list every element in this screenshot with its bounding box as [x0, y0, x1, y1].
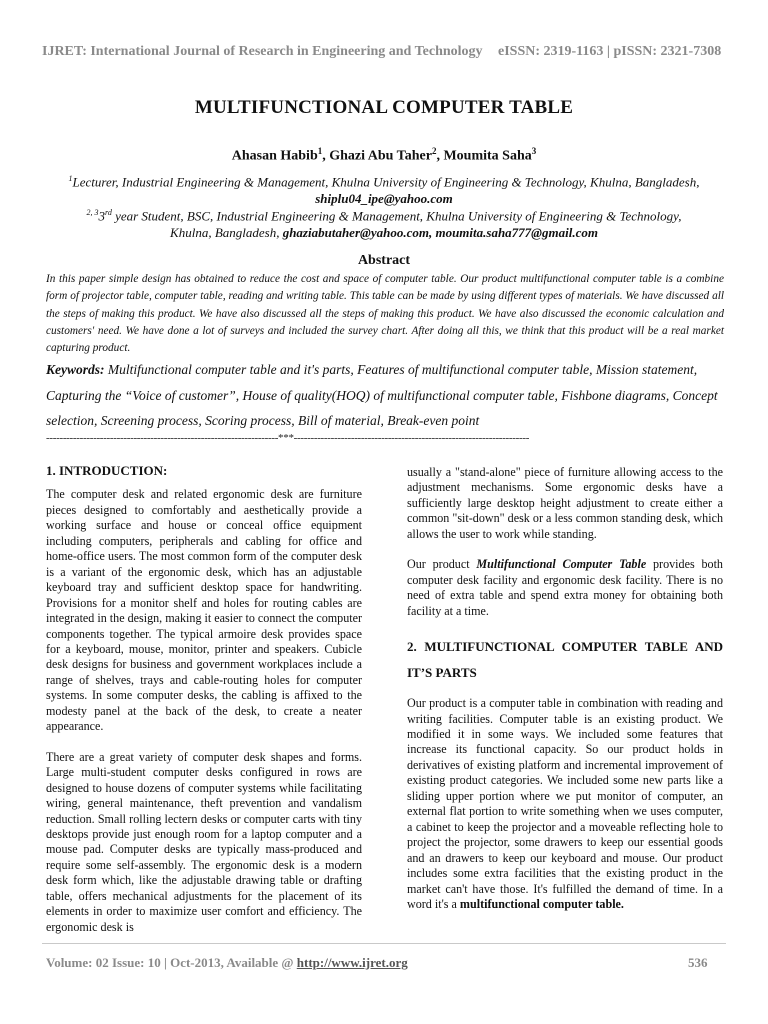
author-3: Moumita Saha [443, 148, 532, 164]
author-3-sup: 3 [531, 146, 537, 156]
author-2: Ghazi Abu Taher [329, 148, 432, 164]
author-2-sup: 2 [431, 146, 437, 156]
journal-name: IJRET: International Journal of Research in Engineering and Technology [42, 44, 483, 59]
journal-link[interactable]: http://www.ijret.org [296, 955, 408, 970]
paper-title: MULTIFUNCTIONAL COMPUTER TABLE [194, 97, 574, 118]
author-list: Ahasan Habib$^1$, Ghazi Abu Taher$^2$, Moumita Saha$^3$ [231, 146, 537, 164]
product-name: Multifunctional Computer Table [476, 557, 647, 572]
author-2-3-emails[interactable]: ghaziabutaher@yahoo.com, moumita.saha777@gmail.com [282, 225, 598, 241]
footer-divider [42, 943, 726, 944]
left-column [46, 463, 362, 950]
intro-paragraph-1: The computer desk and related ergonomic desk are furniture pieces designed to comfortably and aesthetically provide a working surface and house or conceal office equipment including computers, peripherals and cabling for office and home-office users. The most common form of the computer desk is a variant of the ergonomic desk, which has an adjustable keyboard tray and sufficient desktop space for handwriting. Provisions for a monitor shelf and holes for routing cables are integrated in the design, making it easier to connect the computer components together. The typical armoire desk provides space for a keyboard, mouse, monitor, printer and speakers. Cubicle desk designs for business and government workplaces include a range of shelves, trays and cable-routing holes for computer systems. In some computer desks, the cabling is affixed to the modesty panel at the back of the desk, to create a neater appearance. [46, 487, 363, 734]
affiliation-2: $^{2, 3}$3rd year Student, BSC, Industrial Engineering & Management, Khulna University of Engineering & Technology, Khulna, Bangladesh, ghaziabutaher@yahoo.com, moumita.saha777@gmail.com [86, 208, 682, 241]
intro-paragraph-4: Our product Multifunctional Computer Table provides both computer desk facility and ergonomic desk facility. There is no need of extra table and spend extra money for obtaining both facility at a time. [407, 557, 723, 618]
page-number: 536 [688, 955, 708, 970]
author-1-sup: 1 [317, 146, 323, 156]
keywords-label: Keywords: [46, 362, 105, 377]
section-1-heading: 1. INTRODUCTION: [46, 463, 168, 478]
section-2-heading: 2. MULTIFUNCTIONAL COMPUTER TABLE AND IT’S PARTS [407, 639, 723, 681]
affiliation-2-text: year Student, BSC, Industrial Engineering & Management, Khulna University of Engineering & Technology, [111, 208, 682, 224]
abstract-text: In this paper simple design has obtained to reduce the cost and space of computer table. Our product multifunctional computer table is a combine form of projector table, computer table, reading and writing table. This table can be made by using different types of materials. We have discussed all the steps of making this product. We have also discussed all the steps of making this product. We have also discussed the economic calculation and customers' need. We have done a lot of surveys and included the survey chart. After doing all this, we think that this product will be a real market capturing product. [46, 273, 724, 355]
intro-paragraph-3: usually a "stand-alone" piece of furniture allowing access to the adjustment mechanisms. Some ergonomic desks have a sufficiently large desktop height adjustment to create either a common "sit-down" desk or a less common standing desk, which allows the user to work while standing. [407, 465, 723, 541]
right-column [407, 465, 723, 927]
section-separator: ---------------------------------------------------------------------***---------------------------------------------------------------------- [46, 432, 530, 444]
section-2-paragraph: Our product is a computer table in combination with reading and writing facilities. Computer table is an existing product. We modified it in some ways. We included some features that increase its functional capacity. So our product holds in derivatives of existing platform and incremental improvement of existing product categories. We included some new parts like a sliding upper portion where we put monitor of computer, an external flat portion to write something when we uses computer, a cabinet to keep the projector and a moveable reflecting hole to project the projector, some drawers to keep our essential goods and an drawers to keep our keyboard and mouse. Our product includes some extra facilities that the existing product in the market can't have those. It's fulfilled the demand of time. In a word it's a multifunctional computer table. [407, 696, 723, 911]
volume-info: Volume: 02 Issue: 10 | Oct-2013, Available @ [46, 955, 297, 970]
abstract-heading: Abstract [357, 253, 411, 268]
affiliation-1-text: Lecturer, Industrial Engineering & Management, Khulna University of Engineering & Technology, Khulna, Bangladesh, [72, 174, 700, 190]
affiliation-1: $^1$Lecturer, Industrial Engineering & Management, Khulna University of Engineering & Technology, Khulna, Bangladesh, shiplu04_ipe@yahoo.com [68, 174, 700, 207]
issn-text: eISSN: 2319-1163 | pISSN: 2321-7308 [498, 44, 722, 59]
intro-paragraph-2: There are a great variety of computer desk shapes and forms. Large multi-student computer desks configured in rows are designed to house dozens of computer systems while facilitating wiring, general maintenance, theft prevention and vandalism reduction. Small rolling lectern desks or computer carts with tiny desktops provide just enough room for a laptop computer and a mouse pad. Computer desks are typically mass-produced and require some self-assembly. The ergonomic desk is a modern desk form which, like the adjustable drawing table or drafting table, offers mechanical adjustments for the placement of its elements in order to maximize user comfort and efficiency. The ergonomic desk is [46, 749, 362, 934]
keywords-text: Multifunctional computer table and it's parts, Features of multifunctional computer table, Mission statement, Capturing the “Voice of customer”, House of quality(HOQ) of multifunctional computer table, Fishbone diagrams, Concept selection, Screening process, Scoring process, Bill of material, Break-even point [46, 362, 718, 428]
keywords [46, 357, 726, 434]
author-1: Ahasan Habib [231, 148, 318, 164]
author-1-email[interactable]: shiplu04_ipe@yahoo.com [315, 191, 453, 207]
